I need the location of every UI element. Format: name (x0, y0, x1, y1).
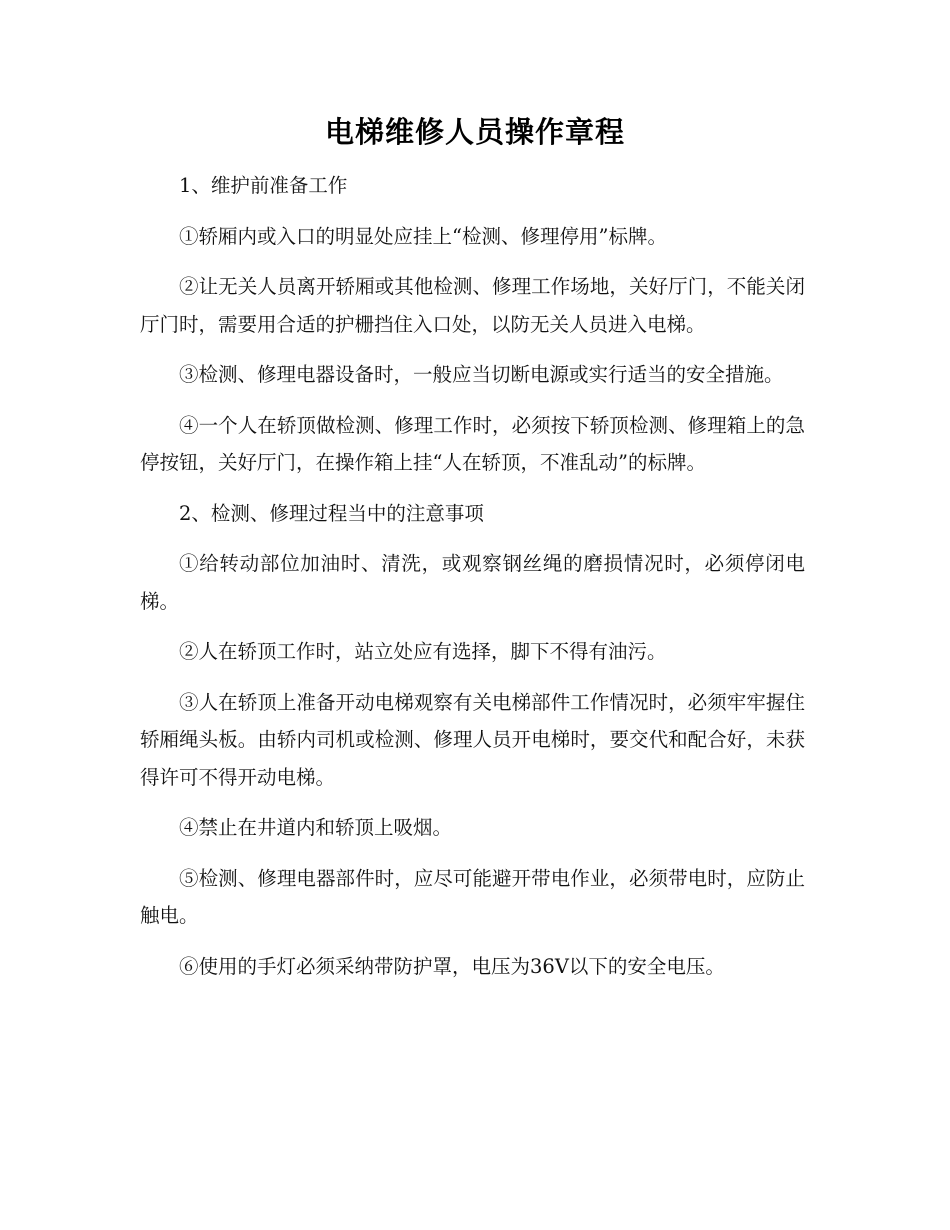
paragraph-1-4: ④一个人在轿顶做检测、修理工作时，必须按下轿顶检测、修理箱上的急停按钮，关好厅门，在操作箱上挂“人在轿顶，不准乱动”的标牌。 (140, 413, 805, 474)
paragraph-2-4: ④禁止在井道内和轿顶上吸烟。 (179, 816, 453, 839)
paragraph-1-1: ①轿厢内或入口的明显处应挂上“检测、修理停用”标牌。 (179, 224, 667, 248)
paragraph-2-3: ③人在轿顶上准备开动电梯观察有关电梯部件工作情况时，必须牢牢握住轿厢绳头板。由轿内司机或检测、修理人员开电梯时，要交代和配合好，未获得许可不得开动电梯。 (140, 690, 805, 789)
section-heading-2: 2、检测、修理过程当中的注意事项 (179, 501, 484, 525)
document-body (140, 167, 805, 998)
paragraph-1-3: ③检测、修理电器设备时，一般应当切断电源或实行适当的安全措施。 (179, 363, 784, 386)
document-title: 电梯维修人员操作章程 (324, 115, 625, 149)
section-heading-1: 1、维护前准备工作 (179, 174, 348, 197)
paragraph-2-6: ⑥使用的手灯必须采纳带防护罩，电压为36V以下的安全电压。 (179, 954, 725, 978)
paragraph-2-1: ①给转动部位加油时、清洗，或观察钢丝绳的磨损情况时，必须停闭电梯。 (140, 552, 805, 613)
paragraph-2-2: ②人在轿顶工作时，站立处应有选择，脚下不得有油污。 (179, 640, 667, 663)
paragraph-2-5: ⑤检测、修理电器部件时，应尽可能避开带电作业，必须带电时，应防止触电。 (140, 866, 805, 927)
paragraph-1-2: ②让无关人员离开轿厢或其他检测、修理工作场地，关好厅门，不能关闭厅门时，需要用合适的护栅挡住入口处，以防无关人员进入电梯。 (140, 275, 805, 336)
